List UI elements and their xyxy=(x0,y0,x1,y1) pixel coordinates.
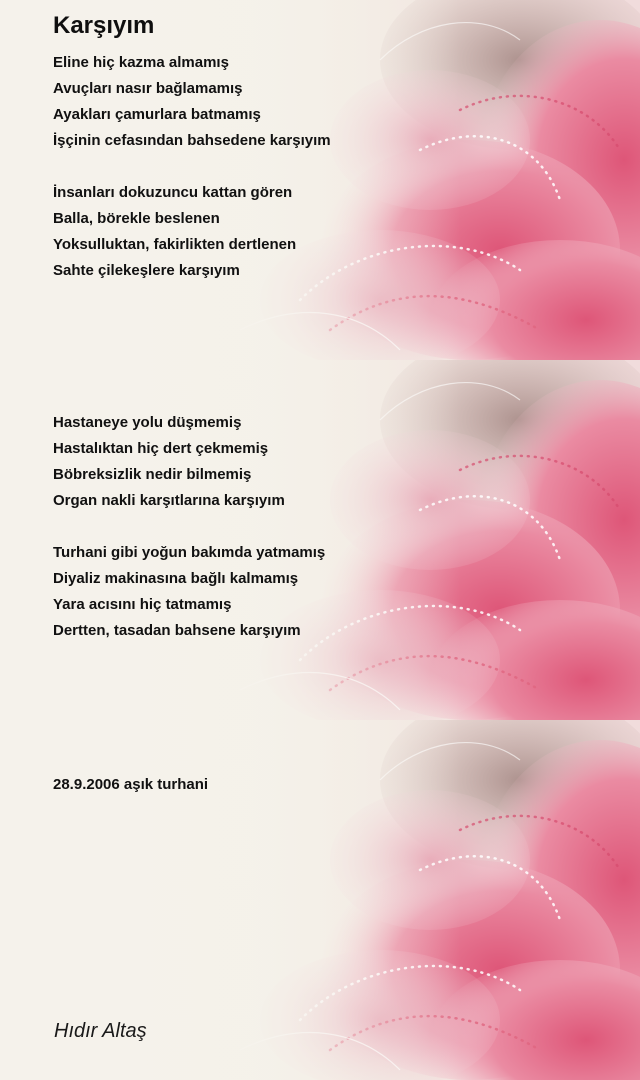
poem-title: Karşıyım xyxy=(53,12,155,39)
poem-line: Yara acısını hiç tatmamış xyxy=(53,596,232,613)
poem-line: Diyaliz makinasına bağlı kalmamış xyxy=(53,570,299,587)
poem-line: Hastaneye yolu düşmemiş xyxy=(53,414,242,431)
stanza-4 xyxy=(53,540,473,644)
poem-line: Avuçları nasır bağlamamış xyxy=(53,80,243,97)
stanza-2 xyxy=(53,180,473,284)
poem-line: Dertten, tasadan bahsene karşıyım xyxy=(53,622,301,639)
stanza-1 xyxy=(53,50,473,154)
stanza-3 xyxy=(53,410,473,514)
poem-line: İnsanları dokuzuncu kattan gören xyxy=(53,184,293,201)
poem-line: Eline hiç kazma almamış xyxy=(53,54,229,71)
poem-line: Böbreksizlik nedir bilmemiş xyxy=(53,466,252,483)
poem-line: Hastalıktan hiç dert çekmemiş xyxy=(53,440,269,457)
poem-line: Ayakları çamurlara batmamış xyxy=(53,106,261,123)
poem-line: Yoksulluktan, fakirlikten dertlenen xyxy=(53,236,297,253)
poem-author: Hıdır Altaş xyxy=(54,1020,147,1042)
poem-line: Organ nakli karşıtlarına karşıyım xyxy=(53,492,285,509)
poem-line: Turhani gibi yoğun bakımda yatmamış xyxy=(53,544,326,561)
poem-line: Sahte çilekeşlere karşıyım xyxy=(53,262,240,279)
poem-dateline: 28.9.2006 aşık turhani xyxy=(53,776,209,793)
poem-line: Balla, börekle beslenen xyxy=(53,210,220,227)
poem-line: İşçinin cefasından bahsedene karşıyım xyxy=(53,132,331,149)
